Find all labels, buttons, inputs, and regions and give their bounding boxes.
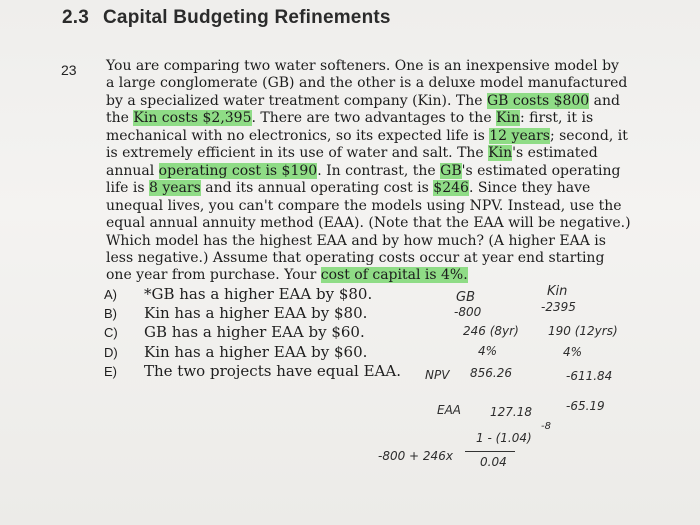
hw-kin-npv: -611.84 xyxy=(566,369,613,383)
question-text-segment: equal annual annuity method (EAA). (Note that the EAA will be negative.) xyxy=(106,215,631,232)
question-text-segment: ; second, it xyxy=(549,127,628,144)
question-line xyxy=(106,233,634,250)
hw-gb-cost: -800 xyxy=(454,305,482,319)
question-text-segment: . In contrast, the xyxy=(317,162,441,179)
hw-kin-eaa: -65.19 xyxy=(566,399,605,413)
highlighted-text: Kin costs $2,395 xyxy=(133,110,252,127)
choice-text: *GB has a higher EAA by $80. xyxy=(144,285,373,303)
hw-kin-cost: -2395 xyxy=(541,300,576,314)
hw-formula-denominator: 0.04 xyxy=(480,455,507,469)
question-text-segment: one year from purchase. Your xyxy=(106,267,321,284)
question-text-segment: and xyxy=(589,92,620,109)
question-line xyxy=(106,58,634,75)
hw-formula-exponent: -8 xyxy=(541,421,551,432)
choice-text: Kin has a higher EAA by $80. xyxy=(144,304,368,323)
highlighted-text: 8 years xyxy=(148,180,201,197)
question-text-segment: and its annual operating cost is xyxy=(200,180,434,197)
question-text-segment: annual xyxy=(106,162,159,179)
hw-formula-numerator: 1 - (1.04) xyxy=(476,431,532,445)
question-text-segment: is extremely efficient in its use of water and salt. The xyxy=(106,145,489,162)
answer-choice xyxy=(104,362,401,381)
choice-text: GB has a higher EAA by $60. xyxy=(144,323,365,342)
choice-letter: B) xyxy=(104,306,117,322)
hw-formula-left: -800 + 246x xyxy=(378,449,453,463)
question-text-segment: 's estimated operating xyxy=(461,162,621,179)
section-title: Capital Budgeting Refinements xyxy=(103,7,391,28)
choice-text: Kin has a higher EAA by $60. xyxy=(144,342,368,361)
answer-choice xyxy=(104,285,401,304)
question-line xyxy=(106,180,634,197)
highlighted-text: operating cost is $190 xyxy=(158,162,318,179)
question-text-segment: less negative.) Assume that operating costs occur at year end starting xyxy=(106,249,605,266)
hw-gb-eaa: 127.18 xyxy=(490,405,532,419)
question-line xyxy=(106,145,634,162)
question-text-segment: a large conglomerate (GB) and the other is a deluxe model manufactured xyxy=(106,75,628,92)
question-text-segment: unequal lives, you can't compare the models using NPV. Instead, use the xyxy=(106,197,622,214)
question-text-segment: : first, it is xyxy=(520,110,594,127)
choice-letter: A) xyxy=(104,287,117,302)
question-text-segment: You are comparing two water softeners. One is an inexpensive model by xyxy=(106,58,619,74)
choice-letter: D) xyxy=(104,344,118,360)
highlighted-text: Kin xyxy=(488,145,513,162)
hw-gb-npv: 856.26 xyxy=(470,366,512,380)
question-line xyxy=(106,215,634,232)
answer-choice xyxy=(104,304,401,323)
section-header xyxy=(62,7,391,29)
question-line xyxy=(106,93,634,110)
question-text-segment: life is xyxy=(106,180,149,197)
answer-choice xyxy=(104,323,401,342)
question-line xyxy=(106,75,634,92)
choice-letter: C) xyxy=(104,325,118,341)
question-text-segment: 's estimated xyxy=(512,145,598,162)
highlighted-text: GB xyxy=(440,162,462,179)
highlighted-text: 12 years xyxy=(489,127,550,144)
highlighted-text: cost of capital is 4%. xyxy=(320,267,468,284)
hw-fraction-bar xyxy=(465,451,515,452)
question-text-segment: . There are two advantages to the xyxy=(251,110,497,127)
choice-letter: E) xyxy=(104,363,117,379)
hw-gb-op: 246 (8yr) xyxy=(463,324,519,338)
question-text xyxy=(106,58,634,285)
question-text-segment: the xyxy=(106,110,134,127)
answer-choice xyxy=(104,343,401,362)
question-line xyxy=(106,128,634,145)
highlighted-text: GB costs $800 xyxy=(486,92,590,109)
answer-choices xyxy=(104,285,401,381)
question-text-segment: mechanical with no electronics, so its expected life is xyxy=(106,127,490,144)
section-number: 2.3 xyxy=(62,7,90,28)
question-line xyxy=(106,163,634,180)
hw-kin-op: 190 (12yrs) xyxy=(548,324,618,338)
question-line xyxy=(106,267,634,284)
hw-npv-label: NPV xyxy=(425,368,450,382)
highlighted-text: Kin xyxy=(496,110,521,127)
hw-kin-rate: 4% xyxy=(563,345,583,359)
question-text-segment: . Since they have xyxy=(468,180,591,197)
question-text-segment: by a specialized water treatment company (Kin). The xyxy=(106,92,487,109)
question-line xyxy=(106,110,634,127)
question-line xyxy=(106,198,634,215)
question-text-segment: Which model has the highest EAA and by how much? (A higher EAA is xyxy=(106,232,606,249)
choice-text: The two projects have equal EAA. xyxy=(144,361,401,380)
hw-gb-label: GB xyxy=(456,290,475,305)
highlighted-text: $246 xyxy=(433,180,469,197)
hw-eaa-label: EAA xyxy=(437,403,461,417)
hw-kin-label: Kin xyxy=(547,284,568,299)
question-number: 23 xyxy=(61,62,77,78)
hw-gb-rate: 4% xyxy=(478,344,498,358)
question-line xyxy=(106,250,634,267)
